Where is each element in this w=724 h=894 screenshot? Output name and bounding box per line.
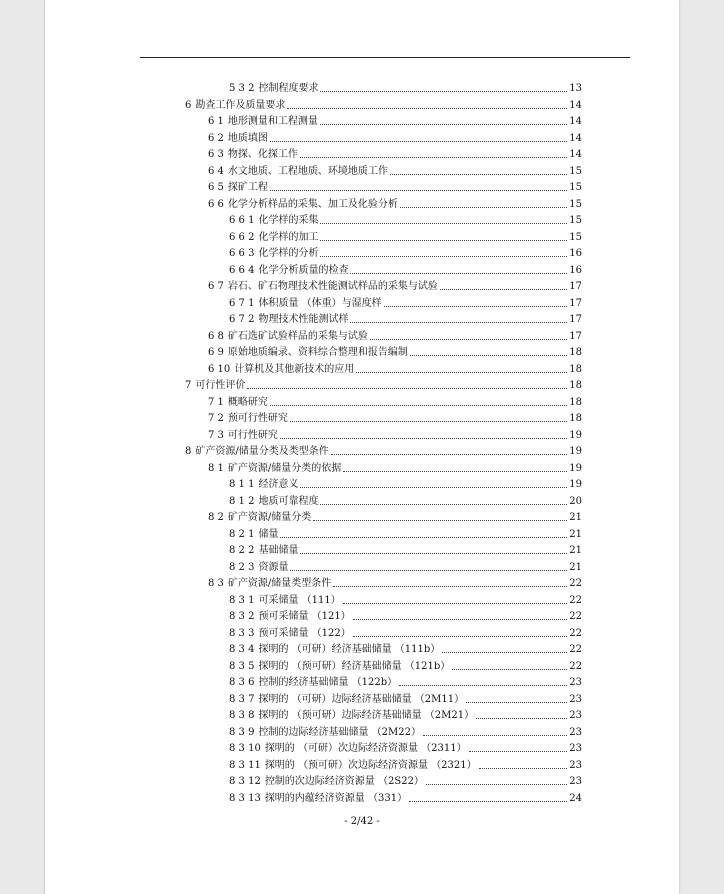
- toc-entry-title: 探明的 （可研）次边际经济资源量 （2311）: [264, 743, 467, 754]
- toc-entry-title: 探明的 （可研）经济基础储量 （111b）: [258, 644, 441, 655]
- toc-entry-title: 矿产资源/储量分类的依据: [227, 462, 342, 474]
- toc-entry-page: 20: [569, 495, 582, 507]
- toc-entry-title: 储量: [258, 528, 279, 540]
- toc-dot-leader: [426, 784, 567, 785]
- toc-dot-leader: [290, 421, 567, 422]
- toc-entry-page: 23: [569, 710, 582, 721]
- toc-entry[interactable]: [229, 492, 582, 508]
- toc-entry-title: 地形测量和工程测量: [227, 116, 318, 127]
- toc-entry-title: 矿产资源/储量分类: [227, 512, 312, 523]
- toc-entry[interactable]: [229, 723, 582, 739]
- toc-entry-page: 21: [569, 512, 582, 523]
- toc-dot-leader: [320, 124, 567, 125]
- toc-entry-title: 探明的 （预可研）经济基础储量 （121b）: [258, 660, 451, 672]
- toc-entry-number: 6 7: [208, 281, 224, 292]
- toc-entry[interactable]: [229, 772, 582, 788]
- toc-entry-page: 23: [569, 776, 582, 787]
- toc-entry-title: 矿石选矿试验样品的采集与试验: [227, 330, 368, 342]
- toc-entry-title: 经济意义: [258, 479, 299, 490]
- toc-entry-title: 矿产资源/储量分类及类型条件: [195, 446, 329, 457]
- toc-entry-page: 14: [569, 116, 582, 127]
- toc-entry-number: 8 3 4: [229, 644, 255, 655]
- toc-dot-leader: [270, 405, 567, 406]
- toc-dot-leader: [300, 487, 567, 488]
- toc-dot-leader: [399, 685, 567, 686]
- toc-entry-number: 6: [185, 99, 192, 111]
- toc-dot-leader: [280, 438, 567, 439]
- toc-entry-number: 8: [185, 446, 192, 457]
- toc-entry-title: 地质可靠程度: [258, 495, 319, 507]
- toc-entry-page: 14: [569, 132, 582, 144]
- toc-entry-title: 可行性研究: [227, 429, 278, 441]
- toc-dot-leader: [313, 520, 567, 521]
- toc-entry[interactable]: [229, 624, 582, 640]
- toc-entry[interactable]: [185, 376, 582, 392]
- toc-dot-leader: [442, 652, 567, 653]
- toc-entry-number: 6 6 4: [229, 264, 255, 276]
- toc-dot-leader: [409, 801, 567, 802]
- toc-entry-title: 化学分析样品的采集、加工及化验分析: [227, 198, 398, 210]
- toc-entry-page: 23: [569, 743, 582, 754]
- toc-entry-title: 物理技术性能测试样: [258, 314, 349, 325]
- toc-entry-page: 15: [569, 231, 582, 243]
- toc-entry-title: 预可采储量 （122）: [258, 627, 351, 639]
- toc-entry-number: 8 3 1: [229, 594, 255, 606]
- toc-dot-leader: [320, 240, 567, 241]
- toc-entry[interactable]: [208, 178, 582, 194]
- toc-entry[interactable]: [208, 426, 582, 442]
- toc-dot-leader: [353, 619, 568, 620]
- toc-dot-leader: [356, 372, 567, 373]
- toc-entry-number: 8 3 3: [229, 627, 255, 639]
- toc-entry-page: 15: [569, 182, 582, 193]
- toc-entry[interactable]: [208, 195, 582, 211]
- toc-entry-page: 22: [569, 611, 582, 622]
- toc-dot-leader: [452, 669, 567, 670]
- toc-dot-leader: [350, 273, 567, 274]
- toc-entry-page: 14: [569, 149, 582, 160]
- toc-dot-leader: [333, 586, 567, 587]
- toc-entry-page: 18: [569, 347, 582, 358]
- toc-entry-title: 探明的内蕴经济资源量 （331）: [264, 792, 408, 804]
- toc-entry-title: 预可行性研究: [227, 413, 288, 424]
- toc-entry-title: 探明的 （可研）边际经济基础储量 （2M11）: [258, 693, 465, 705]
- toc-entry-number: 6 6 3: [229, 248, 255, 259]
- toc-entry[interactable]: [229, 525, 582, 541]
- toc-dot-leader: [320, 504, 567, 505]
- toc-entry[interactable]: [208, 409, 582, 425]
- toc-entry-number: 8 3 6: [229, 677, 255, 688]
- toc-entry-page: 22: [569, 644, 582, 655]
- toc-dot-leader: [469, 751, 568, 752]
- toc-entry-title: 控制的次边际经济资源量 （2S22）: [264, 776, 424, 787]
- toc-entry-number: 6 7 1: [229, 297, 255, 309]
- toc-entry-title: 预可采储量 （121）: [258, 611, 351, 622]
- toc-entry-title: 地质填图: [227, 132, 268, 144]
- toc-dot-leader: [343, 603, 568, 604]
- toc-entry-number: 8 3 8: [229, 710, 255, 721]
- toc-entry-page: 21: [569, 528, 582, 540]
- toc-entry[interactable]: [229, 673, 582, 689]
- toc-entry-title: 探矿工程: [227, 182, 268, 193]
- toc-entry-title: 控制的经济基础储量 （122b）: [258, 677, 398, 688]
- toc-dot-leader: [466, 702, 567, 703]
- toc-entry-title: 勘查工作及质量要求: [195, 99, 286, 111]
- toc-entry[interactable]: [208, 112, 582, 128]
- toc-entry-page: 15: [569, 198, 582, 210]
- toc-entry-number: 8 2 3: [229, 561, 255, 573]
- toc-entry[interactable]: [229, 294, 582, 310]
- toc-entry-title: 岩石、矿石物理技术性能测试样品的采集与试验: [227, 281, 438, 292]
- toc-entry[interactable]: [208, 508, 582, 524]
- toc-dot-leader: [290, 570, 567, 571]
- toc-entry-page: 23: [569, 726, 582, 738]
- page-number-footer: - 2/42 -: [344, 816, 380, 827]
- toc-entry-title: 物探、化探工作: [227, 149, 298, 160]
- toc-entry-number: 8 3 5: [229, 660, 255, 672]
- toc-entry-number: 7 1: [208, 396, 224, 408]
- toc-entry-title: 可采储量 （111）: [258, 594, 341, 606]
- toc-entry-title: 探明的 （预可研）次边际经济资源量 （2321）: [264, 759, 477, 771]
- toc-dot-leader: [410, 355, 567, 356]
- toc-entry-title: 化学样的分析: [258, 248, 319, 259]
- toc-entry-page: 19: [569, 429, 582, 441]
- toc-entry-title: 计算机及其他新技术的应用: [234, 363, 355, 375]
- toc-entry[interactable]: [208, 327, 582, 343]
- toc-entry-title: 水文地质、工程地质、环境地质工作: [227, 165, 388, 177]
- toc-entry-page: 18: [569, 363, 582, 375]
- toc-entry[interactable]: [229, 789, 582, 805]
- toc-dot-leader: [343, 471, 567, 472]
- toc-entry[interactable]: [229, 640, 582, 656]
- toc-dot-leader: [320, 223, 567, 224]
- toc-entry-number: 6 1: [208, 116, 224, 127]
- toc-entry-page: 17: [569, 281, 582, 292]
- toc-entry-number: 6 10: [208, 363, 231, 375]
- toc-entry-page: 16: [569, 248, 582, 259]
- toc-entry[interactable]: [229, 79, 582, 95]
- toc-entry-title: 化学样的采集: [258, 215, 319, 226]
- toc-dot-leader: [287, 108, 567, 109]
- toc-entry[interactable]: [185, 96, 582, 112]
- toc-entry-title: 资源量: [258, 561, 289, 573]
- toc-entry-title: 矿产资源/储量类型条件: [227, 578, 332, 589]
- toc-entry[interactable]: [229, 756, 582, 772]
- toc-entry[interactable]: [185, 442, 582, 458]
- toc-dot-leader: [280, 537, 567, 538]
- toc-entry[interactable]: [208, 145, 582, 161]
- toc-entry[interactable]: [208, 360, 582, 376]
- toc-entry-page: 18: [569, 413, 582, 424]
- toc-entry-number: 8 3 12: [229, 776, 261, 787]
- toc-dot-leader: [300, 553, 567, 554]
- toc-dot-leader: [440, 289, 567, 290]
- toc-entry-number: 7 3: [208, 429, 224, 441]
- toc-entry-page: 15: [569, 165, 582, 177]
- toc-dot-leader: [350, 322, 567, 323]
- toc-entry[interactable]: [229, 541, 582, 557]
- toc-entry-number: 6 6 1: [229, 215, 255, 226]
- toc-entry-number: 6 8: [208, 330, 224, 342]
- toc-entry-page: 18: [569, 396, 582, 408]
- toc-entry-title: 控制的边际经济基础储量 （2M22）: [258, 726, 421, 738]
- toc-entry[interactable]: [208, 129, 582, 145]
- toc-entry-page: 17: [569, 314, 582, 325]
- toc-entry-number: 8 3 9: [229, 726, 255, 738]
- toc-entry-number: 8 3 2: [229, 611, 255, 622]
- toc-entry[interactable]: [229, 475, 582, 491]
- toc-entry[interactable]: [208, 459, 582, 475]
- toc-dot-leader: [400, 207, 567, 208]
- toc-entry-page: 17: [569, 297, 582, 309]
- toc-entry-title: 控制程度要求: [258, 83, 319, 94]
- toc-entry[interactable]: [229, 310, 582, 326]
- toc-dot-leader: [270, 141, 567, 142]
- toc-entry[interactable]: [229, 657, 582, 673]
- toc-entry-title: 化学样的加工: [258, 231, 319, 243]
- toc-dot-leader: [247, 388, 567, 389]
- toc-entry-number: 6 6: [208, 198, 224, 210]
- toc-entry-page: 23: [569, 759, 582, 771]
- toc-entry-title: 探明的 （预可研）边际经济基础储量 （2M21）: [258, 710, 475, 721]
- header-rule: [140, 57, 630, 58]
- toc-entry-page: 21: [569, 561, 582, 573]
- toc-entry-page: 23: [569, 677, 582, 688]
- toc-dot-leader: [423, 735, 567, 736]
- toc-entry-number: 8 2 1: [229, 528, 255, 540]
- toc-entry-page: 17: [569, 330, 582, 342]
- toc-dot-leader: [476, 718, 567, 719]
- toc-entry-number: 8 3 10: [229, 743, 261, 754]
- toc-entry[interactable]: [208, 393, 582, 409]
- toc-entry-page: 19: [569, 479, 582, 490]
- toc-entry-title: 原始地质编录、资料综合整理和报告编制: [227, 347, 408, 358]
- toc-entry[interactable]: [229, 739, 582, 755]
- toc-entry[interactable]: [229, 244, 582, 260]
- toc-entry-number: 8 1 2: [229, 495, 255, 507]
- toc-entry-page: 22: [569, 578, 582, 589]
- toc-entry-number: 8 1: [208, 462, 224, 474]
- toc-entry-number: 7 2: [208, 413, 224, 424]
- toc-entry-number: 5 3 2: [229, 83, 255, 94]
- toc-dot-leader: [479, 768, 568, 769]
- toc-entry-page: 22: [569, 594, 582, 606]
- toc-entry-number: 8 1 1: [229, 479, 255, 490]
- toc-entry[interactable]: [229, 558, 582, 574]
- toc-entry-page: 13: [569, 83, 582, 94]
- toc-dot-leader: [320, 256, 567, 257]
- toc-entry-title: 概略研究: [227, 396, 268, 408]
- toc-entry-page: 19: [569, 462, 582, 474]
- toc-entry-number: 8 2: [208, 512, 224, 523]
- toc-dot-leader: [353, 636, 568, 637]
- toc-entry-number: 6 3: [208, 149, 224, 160]
- toc-entry-page: 22: [569, 660, 582, 672]
- toc-dot-leader: [370, 339, 567, 340]
- toc-entry-number: 7: [185, 380, 192, 391]
- toc-dot-leader: [384, 306, 568, 307]
- toc-dot-leader: [270, 190, 567, 191]
- toc-entry[interactable]: [208, 162, 582, 178]
- toc-entry-number: 6 5: [208, 182, 224, 193]
- toc-dot-leader: [390, 174, 567, 175]
- toc-entry-page: 21: [569, 545, 582, 556]
- toc-entry-page: 16: [569, 264, 582, 276]
- toc-entry-title: 体积质量 （体重）与湿度样: [258, 297, 382, 309]
- toc-entry-title: 可行性评价: [195, 380, 246, 391]
- toc-entry-number: 6 9: [208, 347, 224, 358]
- toc-entry[interactable]: [208, 343, 582, 359]
- toc-entry-number: 6 7 2: [229, 314, 255, 325]
- toc-entry-number: 6 6 2: [229, 231, 255, 243]
- toc-entry-number: 8 3 7: [229, 693, 255, 705]
- toc-entry-page: 14: [569, 99, 582, 111]
- toc-dot-leader: [320, 91, 567, 92]
- toc-entry-number: 8 3 13: [229, 792, 261, 804]
- toc-entry-page: 22: [569, 627, 582, 639]
- toc-entry-number: 6 2: [208, 132, 224, 144]
- toc-entry-title: 化学分析质量的检查: [258, 264, 349, 276]
- toc-entry-number: 8 3 11: [229, 759, 261, 771]
- toc-entry[interactable]: [229, 228, 582, 244]
- toc-entry-title: 基础储量: [258, 545, 299, 556]
- toc-entry[interactable]: [229, 211, 582, 227]
- toc-entry[interactable]: [229, 261, 582, 277]
- toc-entry-number: 8 2 2: [229, 545, 255, 556]
- toc-entry-page: 19: [569, 446, 582, 457]
- toc-entry-number: 8 3: [208, 578, 224, 589]
- toc-dot-leader: [331, 454, 568, 455]
- toc-entry-page: 15: [569, 215, 582, 226]
- toc-entry-page: 24: [569, 792, 582, 804]
- toc-entry-number: 6 4: [208, 165, 224, 177]
- toc-entry-page: 18: [569, 380, 582, 391]
- toc-entry[interactable]: [208, 277, 582, 293]
- toc-entry[interactable]: [229, 706, 582, 722]
- document-page: [45, 0, 679, 894]
- toc-entry[interactable]: [229, 607, 582, 623]
- toc-dot-leader: [300, 157, 567, 158]
- toc-entry[interactable]: [229, 591, 582, 607]
- toc-entry[interactable]: [208, 574, 582, 590]
- toc-entry-page: 23: [569, 693, 582, 705]
- toc-entry[interactable]: [229, 690, 582, 706]
